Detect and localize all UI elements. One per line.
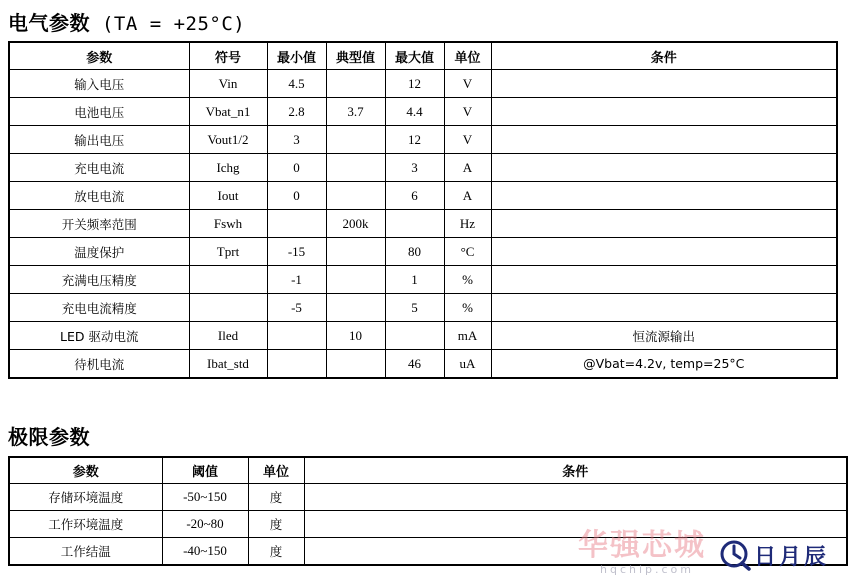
table-cell: 度 xyxy=(248,484,304,511)
table-cell: 200k xyxy=(326,210,385,238)
column-header: 符号 xyxy=(189,42,267,70)
table-cell: 0 xyxy=(267,154,326,182)
table-row xyxy=(9,238,837,266)
table-header-row xyxy=(9,457,847,484)
table-cell: °C xyxy=(444,238,491,266)
column-header: 阈值 xyxy=(162,457,248,484)
table-cell: 6 xyxy=(385,182,444,210)
table-cell: -20~80 xyxy=(162,511,248,538)
logo-text: 日月辰 xyxy=(754,545,830,570)
table-cell: 4.5 xyxy=(267,70,326,98)
table-cell xyxy=(326,182,385,210)
column-header: 条件 xyxy=(304,457,847,484)
table-cell: 10 xyxy=(326,322,385,350)
table-cell xyxy=(491,294,837,322)
limits-section-title: 极限参数 xyxy=(8,425,90,449)
table-cell xyxy=(491,182,837,210)
table-row xyxy=(9,70,837,98)
table-cell: 80 xyxy=(385,238,444,266)
table-cell xyxy=(326,154,385,182)
table-cell: 度 xyxy=(248,511,304,538)
electrical-title-condition: (TA = +25°C) xyxy=(90,13,246,35)
table-cell: Ichg xyxy=(189,154,267,182)
table-cell: 恒流源输出 xyxy=(491,322,837,350)
table-cell: 4.4 xyxy=(385,98,444,126)
table-cell: LED 驱动电流 xyxy=(9,322,189,350)
column-header: 参数 xyxy=(9,457,162,484)
table-cell xyxy=(491,126,837,154)
table-cell: 5 xyxy=(385,294,444,322)
column-header: 单位 xyxy=(444,42,491,70)
table-cell: 工作环境温度 xyxy=(9,511,162,538)
table-cell: 12 xyxy=(385,70,444,98)
table-cell: 输出电压 xyxy=(9,126,189,154)
table-cell: % xyxy=(444,266,491,294)
table-cell: 充电电流 xyxy=(9,154,189,182)
electrical-section-title xyxy=(8,7,245,36)
table-cell: 1 xyxy=(385,266,444,294)
table-header-row xyxy=(9,42,837,70)
table-cell: 电池电压 xyxy=(9,98,189,126)
table-cell xyxy=(326,350,385,379)
table-cell xyxy=(491,98,837,126)
table-cell xyxy=(189,266,267,294)
table-cell: -5 xyxy=(267,294,326,322)
logo-mark-icon xyxy=(718,537,752,571)
column-header: 条件 xyxy=(491,42,837,70)
table-cell xyxy=(491,238,837,266)
watermark-brand: 华强芯城 xyxy=(578,528,706,563)
table-cell: -1 xyxy=(267,266,326,294)
table-cell: 12 xyxy=(385,126,444,154)
column-header: 最大值 xyxy=(385,42,444,70)
table-cell xyxy=(267,322,326,350)
table-cell: Vout1/2 xyxy=(189,126,267,154)
table-cell: V xyxy=(444,70,491,98)
table-cell: Iout xyxy=(189,182,267,210)
table-cell xyxy=(304,511,847,538)
table-cell: Vbat_n1 xyxy=(189,98,267,126)
table-cell: 待机电流 xyxy=(9,350,189,379)
table-cell: -50~150 xyxy=(162,484,248,511)
table-row xyxy=(9,154,837,182)
table-cell xyxy=(326,70,385,98)
table-row xyxy=(9,98,837,126)
table-cell xyxy=(385,322,444,350)
table-row xyxy=(9,210,837,238)
table-row xyxy=(9,266,837,294)
table-cell: Hz xyxy=(444,210,491,238)
table-cell xyxy=(491,70,837,98)
table-cell xyxy=(385,210,444,238)
table-cell: 2.8 xyxy=(267,98,326,126)
table-cell xyxy=(267,210,326,238)
table-row xyxy=(9,126,837,154)
table-cell xyxy=(326,238,385,266)
column-header: 单位 xyxy=(248,457,304,484)
table-row xyxy=(9,484,847,511)
electrical-params-body xyxy=(9,70,837,379)
table-cell: -15 xyxy=(267,238,326,266)
table-cell: Ibat_std xyxy=(189,350,267,379)
column-header: 最小值 xyxy=(267,42,326,70)
table-cell: Iled xyxy=(189,322,267,350)
table-cell: 开关频率范围 xyxy=(9,210,189,238)
table-cell xyxy=(326,266,385,294)
table-cell xyxy=(491,210,837,238)
table-cell xyxy=(326,126,385,154)
table-cell xyxy=(491,154,837,182)
table-cell: 3.7 xyxy=(326,98,385,126)
watermark-site: hqchip.com xyxy=(600,563,695,576)
table-row xyxy=(9,350,837,379)
table-cell: 度 xyxy=(248,538,304,566)
company-logo xyxy=(718,537,846,573)
electrical-params-table xyxy=(8,41,838,379)
table-cell: 3 xyxy=(385,154,444,182)
table-row xyxy=(9,322,837,350)
table-cell: 温度保护 xyxy=(9,238,189,266)
column-header: 参数 xyxy=(9,42,189,70)
table-cell: Tprt xyxy=(189,238,267,266)
table-cell: 放电电流 xyxy=(9,182,189,210)
table-cell: 工作结温 xyxy=(9,538,162,566)
table-cell: 输入电压 xyxy=(9,70,189,98)
table-cell: 0 xyxy=(267,182,326,210)
table-cell: V xyxy=(444,126,491,154)
table-cell: Vin xyxy=(189,70,267,98)
table-cell: Fswh xyxy=(189,210,267,238)
table-cell: 46 xyxy=(385,350,444,379)
table-row xyxy=(9,182,837,210)
table-cell: 3 xyxy=(267,126,326,154)
electrical-title-text: 电气参数 xyxy=(8,11,90,35)
table-cell: % xyxy=(444,294,491,322)
table-cell: V xyxy=(444,98,491,126)
table-row xyxy=(9,511,847,538)
table-cell: 充满电压精度 xyxy=(9,266,189,294)
table-cell: 存储环境温度 xyxy=(9,484,162,511)
table-cell: uA xyxy=(444,350,491,379)
table-cell: A xyxy=(444,154,491,182)
table-cell xyxy=(267,350,326,379)
table-cell xyxy=(491,266,837,294)
table-cell xyxy=(189,294,267,322)
table-row xyxy=(9,294,837,322)
column-header: 典型值 xyxy=(326,42,385,70)
table-cell: A xyxy=(444,182,491,210)
table-cell xyxy=(326,294,385,322)
table-cell: @Vbat=4.2v, temp=25°C xyxy=(491,350,837,379)
table-cell: 充电电流精度 xyxy=(9,294,189,322)
table-cell: mA xyxy=(444,322,491,350)
table-cell: -40~150 xyxy=(162,538,248,566)
table-cell xyxy=(304,484,847,511)
